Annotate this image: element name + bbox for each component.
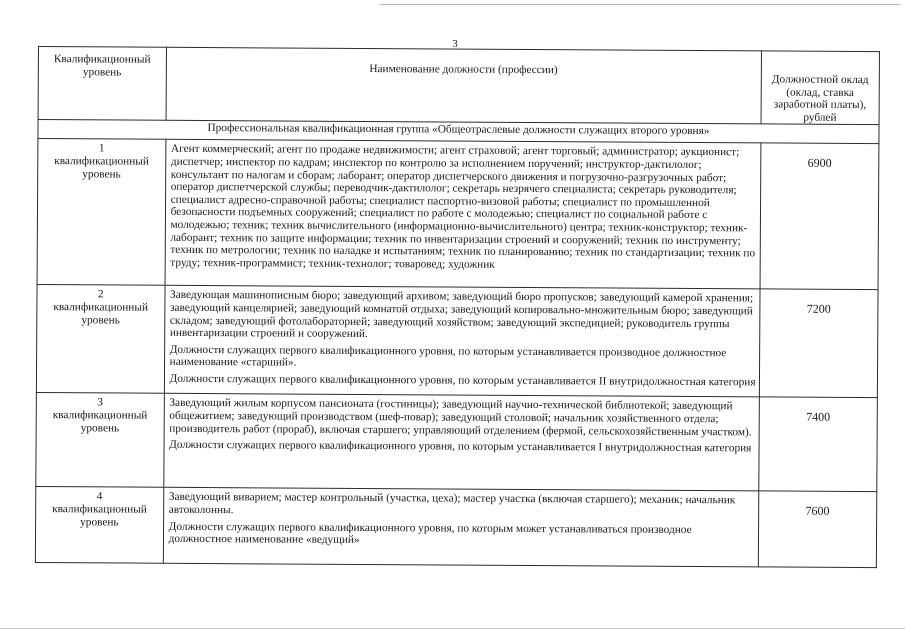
scan-edge-bottom [0,628,905,629]
level-number: 2 [97,288,104,301]
positions-cell [163,394,759,492]
group-title: Профессиональная квалификационная группа «Общеотраслевые должности служащих второго уровня» [38,120,879,144]
header-level: Квалификационный уровень [38,47,166,121]
positions-text: Должности служащих первого квалификационного уровня, по которым устанавливается I внутридолжностная категория [169,438,752,455]
positions-text: Агент коммерческий; агент по продаже недвижимости; агент страховой; агент торговый; администратор; аукционист; диспетчер; инспектор по кадрам; инспектор по контролю за исполнением поручений; инструктор-дактилолог; консультант по налогам и сборам; лаборант; оператор диспетчерского движения и погрузочно-разгрузочных работ; оператор диспетчерской службы; переводчик-дактилолог; секретарь незрячего специалиста; секретарь руководителя; специалист адресно-справочной работы; специалист паспортно-визовой работы; специалист по промышленной безопасности подъемных сооружений; специалист по работе с молодежью; специалист по социальной работе с молодежью; техник; техник вычислительного (информационно-вычислительного) центра; техник-конструктор; техник-лаборант; техник по защите информации; техник по инвентаризации строений и сооружений; техник по инструменту; техник по метрологии; техник по наладке и испытаниям; техник по планированию; техник по стандартизации; техник по труду; техник-программист; техник-технолог; товаровед; художник [170,143,756,271]
header-position-name: Наименование должности (профессии) [166,47,762,124]
qualification-table [35,46,880,569]
level-label: квалификационный уровень [52,503,147,529]
level-label: квалификационный уровень [54,155,149,181]
level-number: 1 [98,142,105,155]
table-row [37,139,879,290]
positions-text: Заведующая машинописным бюро; заведующий архивом; заведующий бюро пропусков; заведующий камерой хранения; заведующий канцелярией; заведующий комнатой отдыха; заведующий копировально-множительным бюро; заведующий складом; заведующий фотолабораторией; заведующий хозяйством; заведующий экспедицией; руководитель группы инвентаризации строений и сооружений. [169,289,754,341]
level-cell [37,139,165,286]
positions-text: Заведующий виварием; мастер контрольный (участка, цеха); мастер участка (включая старшего); механик; начальник автоколонны. [168,491,736,517]
level-number: 4 [96,490,103,503]
level-label: квалификационный уровень [53,301,149,327]
table-header-row [38,47,879,126]
positions-cell [164,286,760,398]
salary-value: 7200 [759,289,878,398]
salary-value: 6900 [760,143,879,290]
positions-text: Заведующий жилым корпусом пансионата (гостиницы); заведующий научно-технической библиотекой; заведующий общежитием; заведующий производством (шеф-повар); заведующий столовой; начальник хозяйственного отдела; производитель работ (прораб), включая старшего; управляющий отделением (фермой, сельскохозяйственным участком). [169,397,752,438]
table-row [36,393,878,492]
positions-text: Должности служащих первого квалификационного уровня, по которым устанавливается II внутридолжностная категория [169,372,756,389]
salary-value: 7600 [758,491,877,568]
level-label: квалификационный уровень [52,409,148,435]
page-number: 3 [452,38,458,50]
header-salary: Должностной оклад (оклад, ставка заработной платы), рублей [761,51,880,125]
positions-text: Должности служащих первого квалификационного уровня, по которым устанавливается производное должностное наименование «старший». [169,343,727,369]
level-cell [36,285,164,394]
table-row [36,285,878,398]
level-cell [36,393,164,488]
salary-value: 7400 [759,397,878,492]
level-number: 3 [97,396,103,409]
positions-cell [163,488,759,568]
scan-edge-top [380,4,900,5]
positions-cell [165,140,761,290]
positions-text: Должности служащих первого квалификационного уровня, по которым может устанавливаться производное должностное наименование «ведущий» [168,520,692,547]
table-row [35,487,876,568]
level-cell [35,487,163,564]
